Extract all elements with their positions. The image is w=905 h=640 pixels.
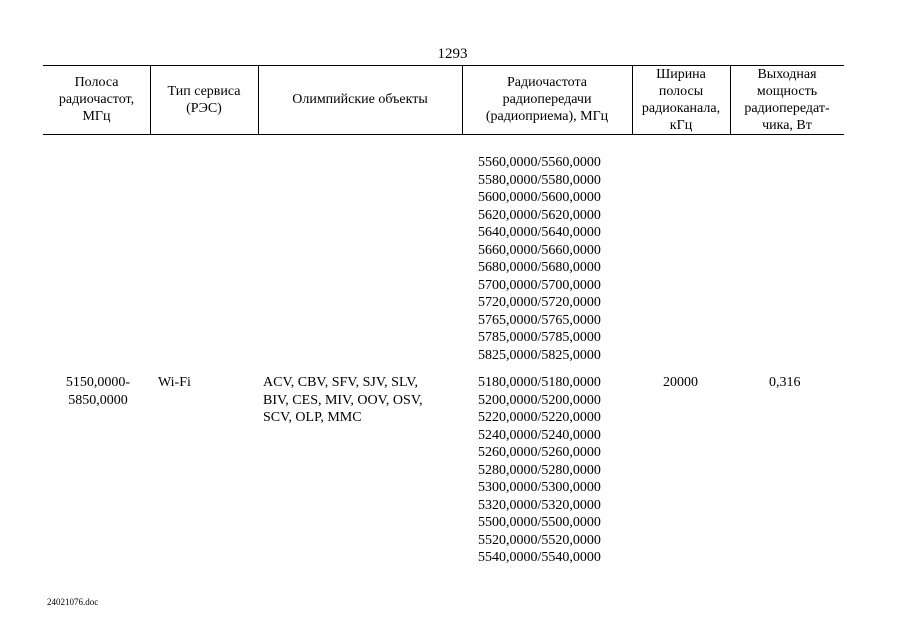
page-number: 1293 — [437, 46, 468, 62]
frequency-item: 5640,0000/5640,0000 — [478, 225, 601, 240]
frequency-item: 5785,0000/5785,0000 — [478, 330, 601, 345]
frequency-item: 5580,0000/5580,0000 — [478, 172, 601, 188]
frequency-item: 5320,0000/5320,0000 — [478, 497, 601, 513]
header-service-type: Тип сервиса (РЭС) — [167, 83, 241, 116]
frequency-item: 5500,0000/5500,0000 — [478, 515, 601, 530]
frequency-item: 5765,0000/5765,0000 — [478, 312, 601, 328]
frequency-item: 5600,0000/5600,0000 — [478, 190, 601, 205]
frequency-item: 5300,0000/5300,0000 — [478, 480, 601, 495]
frequency-list-bottom — [478, 374, 601, 567]
frequency-item: 5620,0000/5620,0000 — [478, 207, 601, 223]
header-output-power: Выходная мощность радиопередат- чика, Вт — [744, 66, 830, 133]
frequency-item: 5260,0000/5260,0000 — [478, 445, 601, 460]
cell-olympic-objects: ACV, CBV, SFV, SJV, SLV, BIV, CES, MIV, OOV, OSV, SCV, OLP, MMC — [263, 375, 423, 425]
table-header-bottom-rule — [43, 134, 844, 135]
frequency-item: 5220,0000/5220,0000 — [478, 410, 601, 425]
header-channel-bandwidth: Ширина полосы радиоканала, кГц — [641, 66, 721, 133]
frequency-item: 5720,0000/5720,0000 — [478, 295, 601, 310]
frequency-item: 5680,0000/5680,0000 — [478, 260, 601, 275]
frequency-item: 5700,0000/5700,0000 — [478, 277, 601, 293]
frequency-item: 5660,0000/5660,0000 — [478, 242, 601, 258]
frequency-item: 5240,0000/5240,0000 — [478, 427, 601, 443]
document-filename: 24021076.doc — [47, 597, 99, 607]
cell-frequency-band: 5150,0000- 5850,0000 — [65, 375, 131, 408]
cell-channel-bandwidth: 20000 — [663, 375, 698, 390]
frequency-item: 5280,0000/5280,0000 — [478, 462, 601, 478]
frequency-item: 5560,0000/5560,0000 — [478, 155, 601, 170]
frequency-item: 5540,0000/5540,0000 — [478, 550, 601, 565]
frequency-item: 5180,0000/5180,0000 — [478, 375, 601, 390]
frequency-item: 5825,0000/5825,0000 — [478, 347, 601, 363]
header-frequency-band: Полоса радиочастот, МГц — [58, 75, 135, 124]
header-tx-rx-frequency: Радиочастота радиопередачи (радиоприема), МГц — [485, 75, 609, 124]
frequency-item: 5200,0000/5200,0000 — [478, 392, 601, 408]
frequency-item: 5520,0000/5520,0000 — [478, 532, 601, 548]
frequency-list-top — [478, 154, 601, 364]
cell-service-type: Wi-Fi — [158, 375, 191, 390]
cell-output-power: 0,316 — [769, 375, 801, 390]
header-olympic-objects: Олимпийские объекты — [292, 92, 428, 107]
